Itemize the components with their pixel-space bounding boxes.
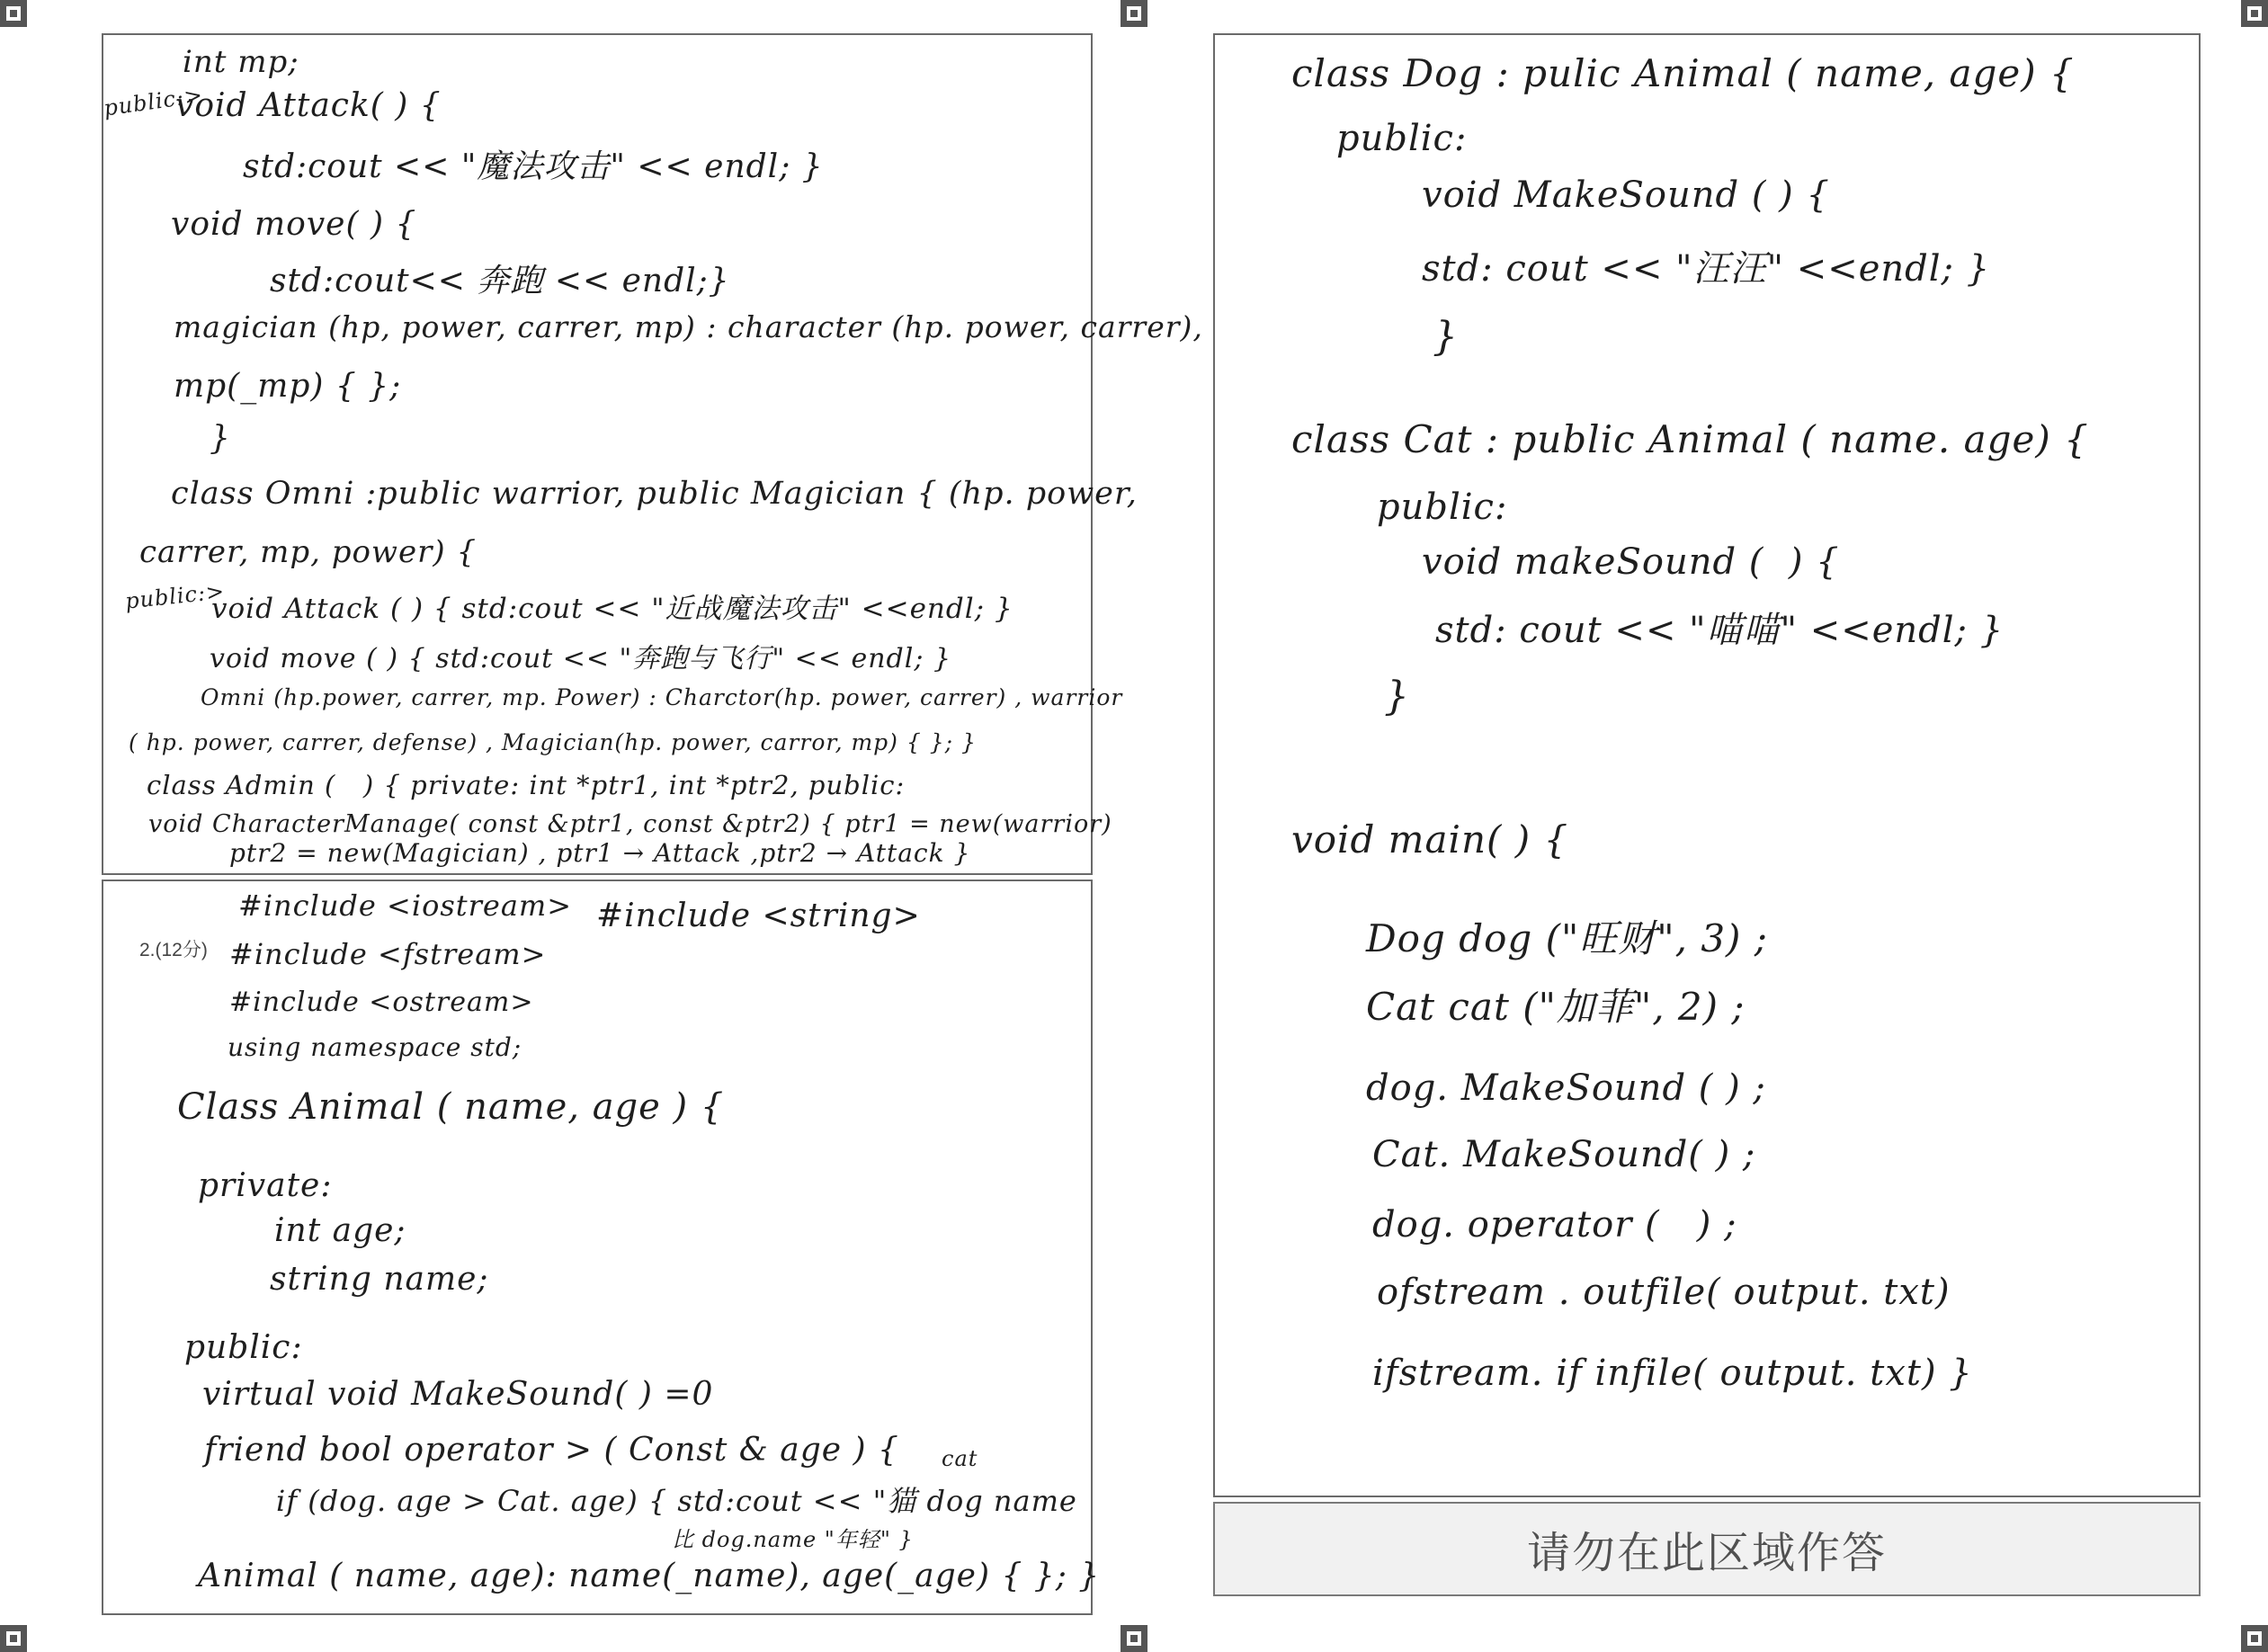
- handwritten-line: ( hp. power, carrer, defense) , Magician(hp. power, carror, mp) { }; }: [129, 729, 977, 755]
- handwritten-line: int mp;: [183, 44, 299, 80]
- handwritten-line: public:: [1336, 118, 1468, 159]
- question-number: 2.(12分): [139, 940, 208, 960]
- handwritten-line: #include <fstream>: [229, 937, 547, 971]
- handwritten-line: carrer, mp, power) {: [139, 534, 478, 570]
- handwritten-line: void CharacterManage( const &ptr1, const &ptr2) { ptr1 = new(warrior): [148, 810, 1112, 838]
- handwritten-line: }: [1433, 314, 1459, 360]
- handwritten-line: void makeSound ( ) {: [1422, 541, 1840, 583]
- handwritten-line: 比 dog.name "年轻" }: [672, 1527, 914, 1552]
- handwritten-line: friend bool operator > ( Const & age ) {: [204, 1432, 899, 1469]
- handwritten-line: void MakeSound ( ) {: [1422, 174, 1830, 216]
- handwritten-line: void Attack ( ) { std:cout << "近战魔法攻击" <<endl; }: [211, 593, 1013, 625]
- margin-annotation: public:>: [123, 578, 227, 614]
- handwritten-line: class Admin ( ) { private: int *ptr1, int *ptr2, public:: [147, 770, 906, 800]
- handwritten-line: string name;: [270, 1261, 489, 1298]
- corner-marker-bottom-left: [0, 1625, 27, 1652]
- handwritten-line: ofstream . outfile( output. txt): [1377, 1272, 1951, 1313]
- handwritten-line: }: [210, 420, 231, 457]
- handwritten-line: std:cout << "魔法攻击" << endl; }: [243, 148, 824, 185]
- handwritten-line: std:cout<< 奔跑 << endl;}: [270, 263, 730, 299]
- handwritten-line: private:: [198, 1167, 333, 1204]
- handwritten-correction: cat: [942, 1446, 978, 1471]
- answer-box-top-left: [102, 33, 1203, 875]
- handwritten-line: public:: [1377, 487, 1508, 528]
- margin-annotation: public:>: [102, 82, 205, 121]
- handwritten-line: Cat cat ("加菲", 2) ;: [1366, 985, 1746, 1029]
- handwritten-line: void move( ) {: [171, 206, 417, 243]
- handwritten-line: dog. MakeSound ( ) ;: [1366, 1067, 1766, 1109]
- handwritten-line: Cat. MakeSound( ) ;: [1372, 1134, 1756, 1175]
- handwritten-line: class Cat : public Animal ( name. age) {: [1291, 417, 2089, 461]
- handwritten-line: Dog dog ("旺财", 3) ;: [1366, 916, 1768, 960]
- handwritten-line: std: cout << "汪汪" <<endl; }: [1422, 248, 1991, 290]
- corner-marker-top-center: [1121, 0, 1147, 27]
- handwritten-line: using namespace std;: [228, 1032, 522, 1062]
- corner-marker-bottom-right: [2241, 1625, 2268, 1652]
- handwritten-line: magician (hp, power, carrer, mp) : character (hp. power, carrer),: [174, 309, 1203, 344]
- handwritten-line: void main( ) {: [1291, 817, 1569, 862]
- answer-box-bottom-left: [102, 880, 1101, 1615]
- handwritten-line: virtual void MakeSound( ) =0: [202, 1376, 714, 1413]
- handwritten-line: class Dog : pulic Animal ( name, age) {: [1291, 51, 2075, 95]
- handwritten-line: std: cout << "喵喵" <<endl; }: [1435, 610, 2005, 651]
- handwritten-line: #include <iostream>: [238, 889, 573, 923]
- handwritten-line: mp(_mp) { };: [174, 368, 402, 405]
- handwritten-line: public:: [184, 1329, 303, 1366]
- handwritten-line: Animal ( name, age): name(_name), age(_age) { }; }: [198, 1558, 1101, 1594]
- handwritten-line: #include <string>: [596, 897, 921, 934]
- handwritten-line: Omni (hp.power, carrer, mp. Power) : Charctor(hp. power, carrer) , warrior: [201, 684, 1123, 710]
- handwritten-line: void Attack( ) {: [175, 87, 442, 124]
- handwritten-line: Class Animal ( name, age ) {: [177, 1086, 725, 1128]
- answer-box-right: [1213, 33, 2201, 1497]
- handwritten-line: dog. operator ( ) ;: [1372, 1204, 1737, 1246]
- handwritten-line: }: [1384, 674, 1410, 719]
- handwritten-line: class Omni :public warrior, public Magician { (hp. power,: [171, 476, 1138, 512]
- handwritten-line: ifstream. if infile( output. txt) }: [1372, 1353, 1973, 1394]
- handwritten-line: #include <ostream>: [229, 987, 534, 1018]
- corner-marker-top-right: [2241, 0, 2268, 27]
- corner-marker-bottom-center: [1121, 1625, 1147, 1652]
- handwritten-line: if (dog. age > Cat. age) { std:cout << "猫 dog name: [276, 1484, 1077, 1518]
- handwritten-line: int age;: [274, 1212, 406, 1249]
- corner-marker-top-left: [0, 0, 27, 27]
- handwritten-line: ptr2 = new(Magician) , ptr1 → Attack ,ptr2 → Attack }: [229, 838, 971, 868]
- do-not-answer-notice: 请勿在此区域作答: [1213, 1502, 2201, 1596]
- handwritten-line: void move ( ) { std:cout << "奔跑与飞行" << endl; }: [210, 643, 952, 674]
